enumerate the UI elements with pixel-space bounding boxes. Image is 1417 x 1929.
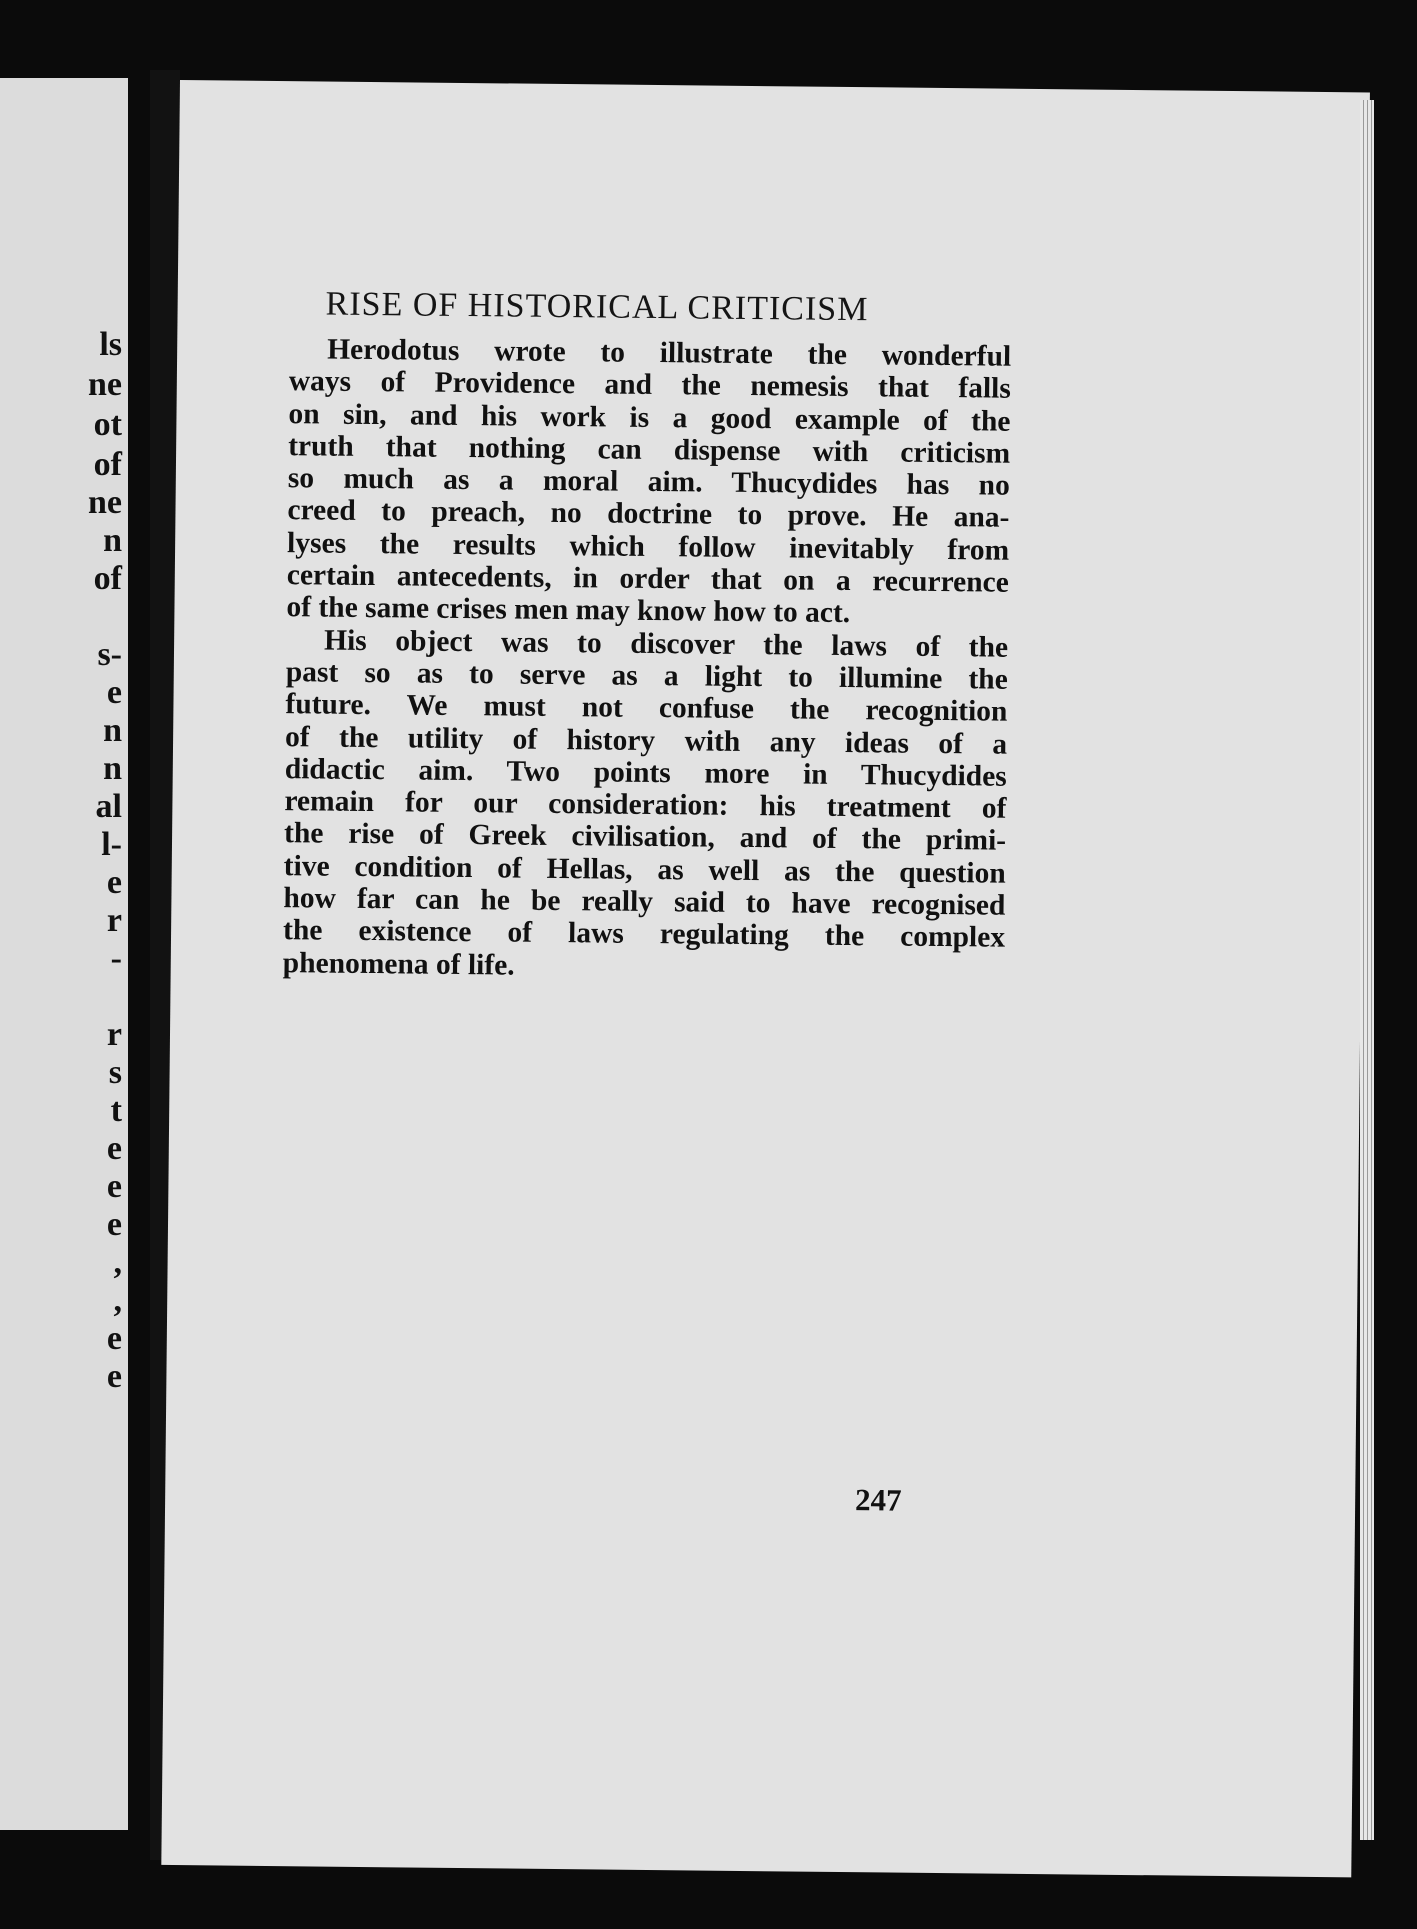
facing-page-fragment: , bbox=[113, 1244, 122, 1281]
facing-page-fragment: e bbox=[106, 1358, 122, 1395]
text-line: ways of Providence and the nemesis that falls bbox=[288, 365, 1011, 406]
facing-page-fragment: s- bbox=[97, 636, 122, 673]
text-line: future. We must not confuse the recognition bbox=[285, 688, 1008, 728]
running-head: RISE OF HISTORICAL CRITICISM bbox=[325, 285, 869, 329]
facing-page-fragment: - bbox=[110, 940, 122, 977]
facing-page-fragment: e bbox=[106, 674, 122, 711]
facing-page-fragment: s bbox=[108, 1054, 122, 1091]
facing-page-fragment: t bbox=[110, 1092, 122, 1129]
page-edge bbox=[1360, 100, 1374, 1840]
facing-page-fragment: e bbox=[106, 864, 122, 901]
text-line: the rise of Greek civilisation, and of the primi- bbox=[283, 817, 1007, 858]
text-line: past so as to serve as a light to illumine the bbox=[285, 656, 1008, 696]
paragraph-2 bbox=[283, 624, 1009, 987]
text-line: lyses the results which follow inevitably from bbox=[286, 526, 1010, 567]
text-line: truth that nothing can dispense with criticism bbox=[288, 430, 1011, 470]
text-line: didactic aim. Two points more in Thucydides bbox=[284, 752, 1007, 793]
paragraph-1 bbox=[286, 333, 1011, 631]
text-line: so much as a moral aim. Thucydides has no bbox=[287, 462, 1010, 502]
text-line: how far can he be really said to have recognised bbox=[283, 882, 1006, 922]
text-line: the existence of laws regulating the complex bbox=[282, 914, 1006, 955]
page-number: 247 bbox=[854, 1482, 902, 1518]
text-line: remain for our consideration: his treatment of bbox=[284, 785, 1007, 825]
facing-page-fragment: ls bbox=[99, 326, 122, 363]
text-line: certain antecedents, in order that on a recurrence bbox=[286, 559, 1009, 599]
facing-page-fragment: ne bbox=[88, 484, 122, 521]
facing-page-fragment: r bbox=[106, 1016, 122, 1053]
text-line: phenomena of life. bbox=[282, 946, 515, 982]
text-line: His object was to discover the laws of the bbox=[323, 624, 1009, 664]
text-line: tive condition of Hellas, as well as the question bbox=[283, 849, 1006, 890]
facing-page-fragment: al bbox=[95, 788, 122, 825]
facing-page-fragment: l- bbox=[101, 826, 122, 863]
facing-page-fragment: e bbox=[106, 1320, 122, 1357]
facing-page-fragment: n bbox=[103, 522, 122, 559]
text-line: Herodotus wrote to illustrate the wonderful bbox=[327, 333, 1012, 373]
facing-page-fragment: ot bbox=[93, 406, 122, 443]
facing-page bbox=[0, 78, 128, 1830]
facing-page-fragment: e bbox=[106, 1168, 122, 1205]
facing-page-fragment: of bbox=[93, 560, 122, 597]
body-text bbox=[283, 333, 1012, 986]
facing-page-fragment: , bbox=[113, 1282, 122, 1319]
text-line: of the utility of history with any ideas of a bbox=[284, 720, 1008, 761]
text-line: of the same crises men may know how to act. bbox=[286, 591, 851, 630]
facing-page-fragment: n bbox=[103, 750, 122, 787]
facing-page-fragment: e bbox=[106, 1206, 122, 1243]
facing-page-fragment: of bbox=[93, 446, 122, 483]
facing-page-fragment: n bbox=[103, 712, 122, 749]
facing-page-fragment: r bbox=[106, 902, 122, 939]
facing-page-fragment: ne bbox=[88, 366, 122, 403]
text-line: on sin, and his work is a good example of the bbox=[288, 397, 1011, 438]
text-line: creed to preach, no doctrine to prove. He ana- bbox=[287, 494, 1010, 535]
book-page bbox=[161, 80, 1370, 1877]
facing-page-fragment: e bbox=[106, 1130, 122, 1167]
